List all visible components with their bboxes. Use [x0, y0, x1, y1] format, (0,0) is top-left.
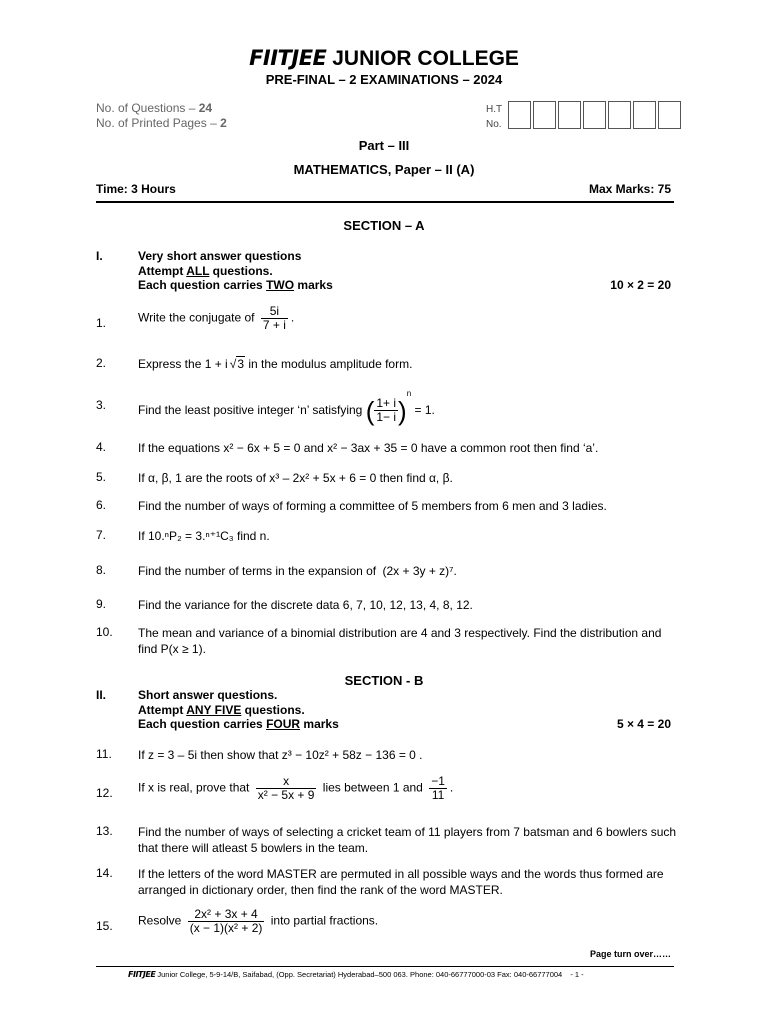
footer-address: Junior College, 5-9-14/B, Saifabad, (Opp. Secretariat) Hyderabad–500 063. Phone: 040-66777000-03 Fax: 040-66777004: [157, 970, 563, 979]
question-number: 7.: [96, 528, 107, 542]
page-number: - 1 -: [570, 970, 584, 979]
ht-box[interactable]: [583, 101, 606, 129]
ht-box[interactable]: [658, 101, 681, 129]
question-number: 3.: [96, 398, 107, 412]
question-number: 15.: [96, 919, 113, 933]
question-number: 1.: [96, 316, 107, 330]
question-12: If x is real, prove that $\frac{x}{\text{x² − 5x + 9}}$ lies between 1 and $\frac{-1}{11}$ .: [138, 774, 454, 802]
question-1: Write the conjugate of $\frac{5i}{7 + i}$ .: [138, 304, 295, 332]
section-b-instructions: Short answer questions. Attempt ANY FIVE questions. Each question carries FOUR marks: [138, 688, 339, 731]
fiitjee-logo: FIITJEE: [249, 46, 327, 70]
max-marks: Max Marks: 75: [588, 182, 671, 196]
question-3: Find the least positive integer ‘n’ satisfying ( $\frac{1+ i}{1- i}$ )$^n$ = 1.: [138, 389, 435, 426]
question-number: 11.: [96, 747, 112, 761]
question-14: If the letters of the word MASTER are permuted in all possible ways and the words thus formed are arranged in dictionary order, then find the rank of the word MASTER.: [138, 867, 664, 897]
question-6: Find the number of ways of forming a committee of 5 members from 6 men and 3 ladies.: [138, 499, 607, 513]
hall-ticket-label: H.T No.: [486, 104, 503, 130]
ht-box[interactable]: [533, 101, 556, 129]
exam-title: PRE-FINAL – 2 EXAMINATIONS – 2024: [265, 72, 503, 87]
footer-logo: FIITJEE: [128, 970, 156, 979]
question-9: Find the variance for the discrete data 6, 7, 10, 12, 13, 4, 8, 12.: [138, 598, 473, 612]
fraction: $\frac{x}{\text{x² − 5x + 9}}$: [257, 774, 315, 802]
ht-box[interactable]: [608, 101, 631, 129]
question-5: If α, β, 1 are the roots of x³ – 2x² + 5x + 6 = 0 then find α, β.: [138, 471, 453, 485]
section-a-title: SECTION – A: [343, 218, 425, 233]
question-number: 4.: [96, 440, 107, 454]
ht-box[interactable]: [633, 101, 656, 129]
question-4: If the equations x² − 6x + 5 = 0 and x² − 3ax + 35 = 0 have a common root then find ‘a’.: [138, 441, 599, 455]
question-8: Find the number of terms in the expansion of (2x + 3y + z)⁷.: [138, 564, 457, 578]
section-b-marks: 5 × 4 = 20: [616, 717, 671, 731]
header-divider: [96, 201, 674, 203]
question-7: If 10.ⁿP₂ = 3.ⁿ⁺¹C₃ find n.: [138, 529, 270, 543]
page-turn-note: Page turn over……: [589, 949, 671, 959]
printed-pages: No. of Printed Pages – 2: [96, 116, 227, 130]
question-count: No. of Questions – 24: [96, 101, 213, 115]
fraction: $\frac{1+ i}{1- i}$: [376, 396, 397, 425]
footer-text: [128, 970, 584, 979]
section-a-marks: 10 × 2 = 20: [610, 278, 671, 292]
subject-title: MATHEMATICS, Paper – II (A): [293, 162, 475, 177]
fraction: $\frac{-1}{11}$: [431, 774, 445, 802]
question-number: 8.: [96, 563, 107, 577]
question-number: 9.: [96, 597, 107, 611]
time-label: Time: 3 Hours: [96, 182, 176, 196]
question-2: Express the 1 + i √3 in the modulus amplitude form.: [138, 357, 413, 371]
question-number: 10.: [96, 625, 113, 639]
hall-ticket-boxes[interactable]: [508, 101, 683, 132]
question-10: The mean and variance of a binomial distribution are 4 and 3 respectively. Find the distribution and find P(x ≥ 1).: [138, 626, 662, 656]
question-13: Find the number of ways of selecting a cricket team of 11 players from 7 batsman and 6 bowlers such that there will atleast 5 bowlers in the team.: [138, 825, 677, 855]
section-a-roman: I.: [96, 249, 103, 263]
section-b-title: SECTION - B: [344, 673, 424, 688]
section-b-roman: II.: [96, 688, 107, 702]
fraction: $\frac{\text{2x² + 3x + 4}}{\text{(x − 1)(x² + 2)}}$: [189, 907, 263, 935]
college-name: JUNIOR COLLEGE: [332, 47, 519, 70]
question-number: 12.: [96, 786, 113, 800]
question-number: 6.: [96, 498, 107, 512]
ht-box[interactable]: [508, 101, 531, 129]
college-title: [0, 46, 768, 71]
question-number: 5.: [96, 470, 107, 484]
part-title: Part – III: [358, 138, 410, 153]
question-15: Resolve $\frac{\text{2x² + 3x + 4}}{\text{(x − 1)(x² + 2)}}$ into partial fractions.: [138, 907, 379, 935]
footer-divider: [96, 966, 674, 967]
question-number: 2.: [96, 356, 107, 370]
question-11: If z = 3 – 5i then show that z³ − 10z² + 58z − 136 = 0 .: [138, 748, 423, 762]
ht-box[interactable]: [558, 101, 581, 129]
question-number: 13.: [96, 824, 113, 838]
section-a-instructions: Very short answer questions Attempt ALL questions. Each question carries TWO marks: [138, 249, 333, 292]
question-number: 14.: [96, 866, 113, 880]
fraction: $\frac{5i}{7 + i}$: [262, 304, 286, 332]
